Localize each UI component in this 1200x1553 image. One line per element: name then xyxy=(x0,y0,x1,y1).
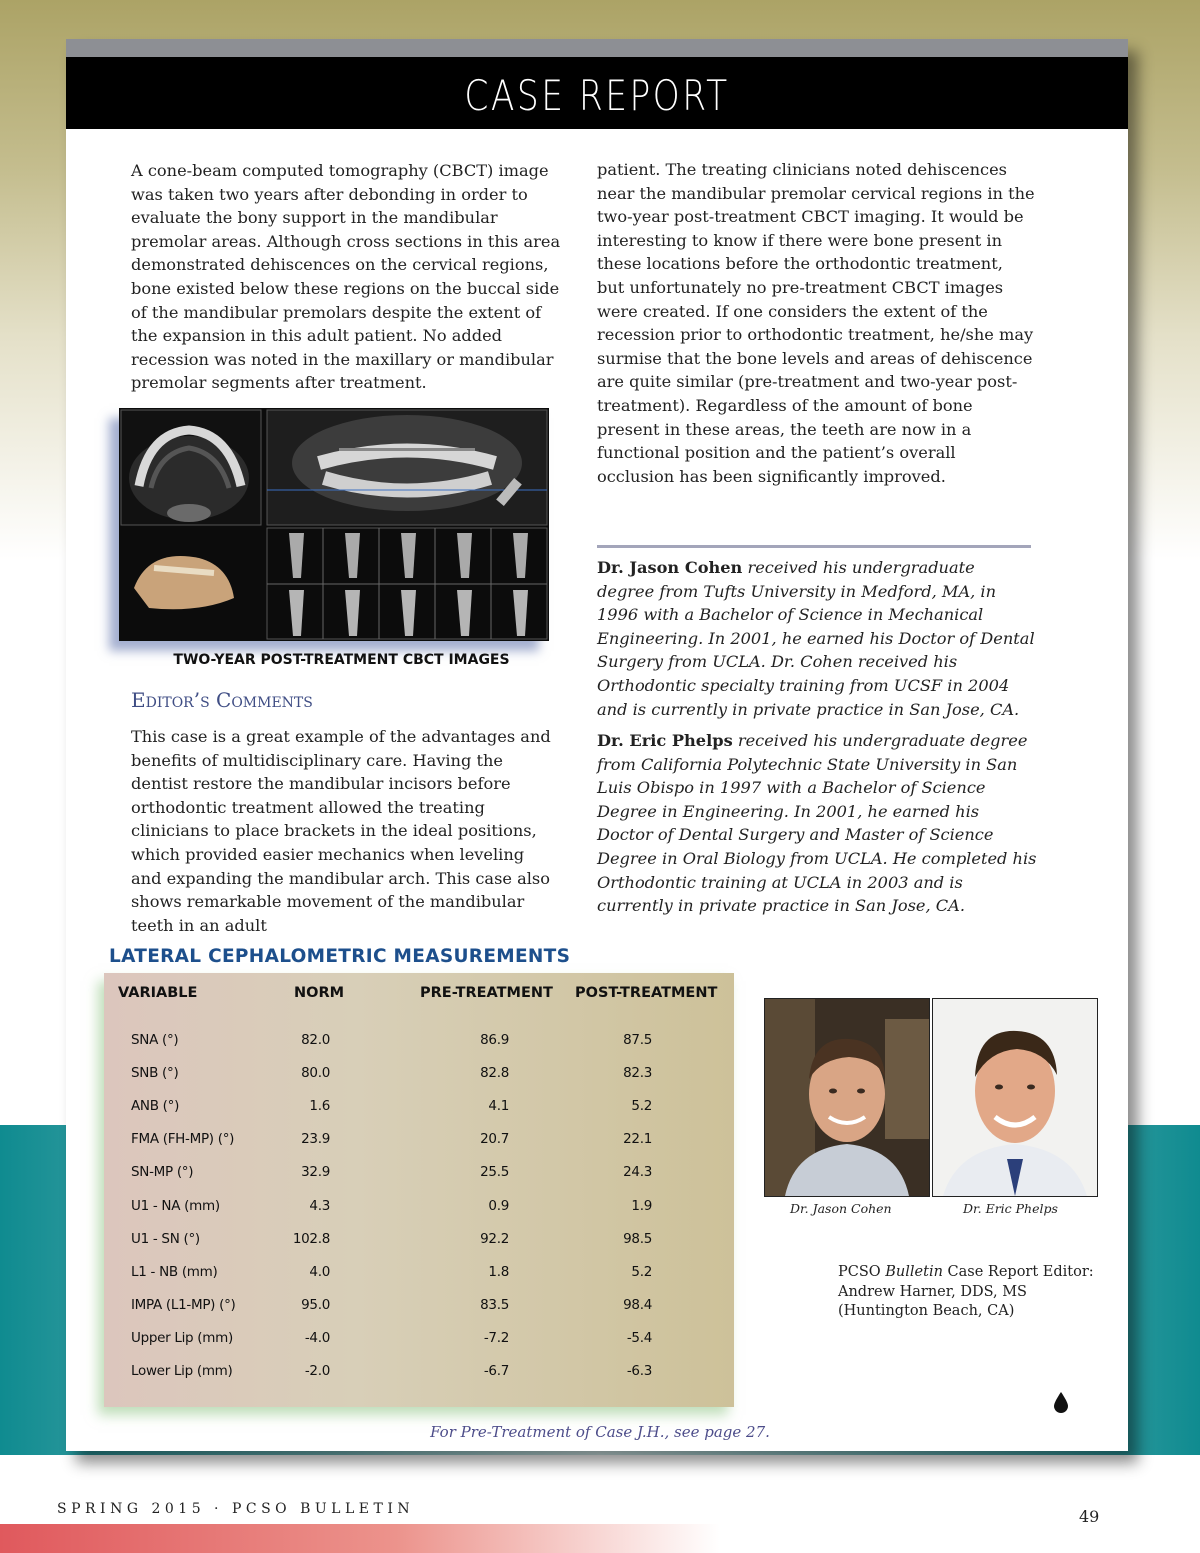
cell-post-treatment: 22.1 xyxy=(623,1131,652,1148)
cell-post-treatment: 87.5 xyxy=(623,1032,652,1048)
cell-variable: SN-MP (°) xyxy=(131,1164,194,1181)
photo-jason-cohen xyxy=(764,998,930,1197)
cell-norm: 4.0 xyxy=(309,1263,330,1280)
cell-norm: 82.0 xyxy=(301,1032,330,1048)
cell-norm: 1.6 xyxy=(309,1098,330,1115)
cell-variable: U1 - SN (°) xyxy=(131,1230,200,1247)
page-number: 49 xyxy=(1079,1507,1100,1526)
cell-norm: 102.8 xyxy=(292,1230,330,1247)
table-title: LATERAL CEPHALOMETRIC MEASUREMENTS xyxy=(109,946,571,967)
cell-post-treatment: 5.2 xyxy=(631,1098,652,1115)
cell-norm: 23.9 xyxy=(301,1131,330,1148)
header-bar xyxy=(66,57,1128,129)
cell-pre-treatment: 82.8 xyxy=(480,1065,509,1082)
column-header-post-treatment: POST-TREATMENT xyxy=(575,985,718,1001)
portrait-image xyxy=(933,999,1097,1196)
column-header-pre-treatment: PRE-TREATMENT xyxy=(420,985,553,1001)
section-divider xyxy=(597,545,1031,548)
page-card-top-bar xyxy=(66,39,1128,57)
cell-pre-treatment: -6.7 xyxy=(483,1363,509,1379)
cell-variable: ANB (°) xyxy=(131,1098,180,1115)
cell-norm: 4.3 xyxy=(309,1197,330,1214)
bio-text: received his undergraduate degree from Tufts University in Medford, MA, in 1996 with a Bachelor of Science in Mechanical Engineering. In 2001, he earned his Doctor of Dental Surgery from UCLA. Dr. Cohen received his Orthodontic specialty training from UCSF in 2004 and is currently in private practice in San Jose, CA. xyxy=(597,558,1035,719)
cbct-figure xyxy=(119,408,549,641)
cell-variable: IMPA (L1-MP) (°) xyxy=(131,1296,236,1313)
background-bottom-stripe xyxy=(0,1524,720,1553)
page-title: CASE REPORT xyxy=(464,71,730,120)
figure-caption: TWO-YEAR POST-TREATMENT CBCT IMAGES xyxy=(173,652,510,668)
cbct-image-composite xyxy=(119,408,549,641)
cell-variable: Upper Lip (mm) xyxy=(131,1329,233,1346)
photo-caption-phelps: Dr. Eric Phelps xyxy=(963,1201,1058,1216)
photo-caption-cohen: Dr. Jason Cohen xyxy=(790,1201,892,1216)
cell-post-treatment: 1.9 xyxy=(631,1197,652,1214)
cell-norm: 32.9 xyxy=(301,1164,330,1181)
cell-post-treatment: 98.4 xyxy=(623,1296,652,1313)
photo-eric-phelps xyxy=(932,998,1098,1197)
bio-name: Dr. Eric Phelps xyxy=(597,731,733,750)
cell-variable: U1 - NA (mm) xyxy=(131,1197,220,1214)
editor-credit-line1: PCSO Bulletin Case Report Editor: xyxy=(838,1264,1094,1280)
column-header-variable: VARIABLE xyxy=(118,985,198,1001)
editors-comments-paragraph: This case is a great example of the advantages and benefits of multidisciplinary care. Having the dentist restore the mandibular incisors before orthodontic treatment allowed the treating clinicians to place brackets in the ideal positions, which provided easier mechanics when leveling and expanding the mandibular arch. This case also shows remarkable movement of the mandibular teeth in an adult xyxy=(131,727,551,935)
bio-name: Dr. Jason Cohen xyxy=(597,558,743,577)
end-mark-drop-icon xyxy=(1053,1391,1069,1413)
cell-post-treatment: 24.3 xyxy=(623,1164,652,1181)
cell-norm: -4.0 xyxy=(304,1329,330,1346)
left-column-paragraph: A cone-beam computed tomography (CBCT) image was taken two years after debonding in order to evaluate the bony support in the mandibular premolar areas. Although cross sections in this area demonstrated dehiscences on the cervical regions, bone existed below these regions on the buccal side of the mandibular premolars despite the extent of the expansion in this adult patient. No added recession was noted in the maxillary or mandibular premolar segments after treatment. xyxy=(131,161,561,393)
cell-post-treatment: 98.5 xyxy=(623,1230,652,1247)
right-column-paragraph: patient. The treating clinicians noted dehiscences near the mandibular premolar cervical regions in the two-year post-treatment CBCT imaging. It would be interesting to know if there were bone present in these locations before the orthodontic treatment, but unfortunately no pre-treatment CBCT images were created. If one considers the extent of the recession prior to orthodontic treatment, he/she may surmise that the bone levels and areas of dehiscence are quite similar (pre-treatment and two-year post-treatment). Regardless of the amount of bone present in these areas, the teeth are now in a functional position and the patient’s overall occlusion has been significantly improved. xyxy=(597,160,1035,486)
cephalometric-table xyxy=(104,973,734,1407)
column-header-norm: NORM xyxy=(294,985,345,1001)
cell-post-treatment: 82.3 xyxy=(623,1065,652,1082)
cell-norm: 80.0 xyxy=(301,1065,330,1082)
case-report-editor-credit xyxy=(838,1263,1094,1322)
cell-norm: 95.0 xyxy=(301,1296,330,1313)
cell-pre-treatment: 92.2 xyxy=(480,1230,509,1247)
cell-variable: SNA (°) xyxy=(131,1032,179,1048)
cell-pre-treatment: 20.7 xyxy=(480,1131,509,1148)
cell-pre-treatment: 4.1 xyxy=(488,1098,509,1115)
bio-eric-phelps xyxy=(597,729,1037,918)
cell-post-treatment: 5.2 xyxy=(631,1263,652,1280)
cell-pre-treatment: 83.5 xyxy=(480,1296,509,1313)
cell-pre-treatment: 86.9 xyxy=(480,1032,509,1048)
cell-post-treatment: -6.3 xyxy=(626,1363,652,1379)
cell-post-treatment: -5.4 xyxy=(626,1329,652,1346)
see-page-note: For Pre-Treatment of Case J.H., see page 27. xyxy=(430,1423,770,1441)
cell-variable: FMA (FH-MP) (°) xyxy=(131,1131,235,1148)
cell-variable: SNB (°) xyxy=(131,1065,179,1082)
cell-norm: -2.0 xyxy=(304,1363,330,1379)
cell-pre-treatment: 0.9 xyxy=(488,1197,509,1214)
editors-comments-heading: Editor’s Comments xyxy=(131,688,313,712)
cell-variable: Lower Lip (mm) xyxy=(131,1363,233,1379)
footer-issue-label: SPRING 2015 · PCSO BULLETIN xyxy=(57,1501,415,1517)
editor-name: Andrew Harner, DDS, MS xyxy=(838,1283,1027,1300)
cell-pre-treatment: 1.8 xyxy=(488,1263,509,1280)
editor-location: (Huntington Beach, CA) xyxy=(838,1303,1015,1319)
cell-pre-treatment: -7.2 xyxy=(483,1329,509,1346)
cell-variable: L1 - NB (mm) xyxy=(131,1263,218,1280)
bio-text: received his undergraduate degree from California Polytechnic State University in San Luis Obispo in 1997 with a Bachelor of Science Degree in Engineering. In 2001, he earned his Doctor of Dental Surgery and Master of Science Degree in Oral Biology from UCLA. He completed his Orthodontic training at UCLA in 2003 and is currently in private practice in San Jose, CA. xyxy=(597,731,1037,916)
bio-jason-cohen xyxy=(597,556,1037,721)
portrait-image xyxy=(765,999,929,1196)
cell-pre-treatment: 25.5 xyxy=(480,1164,509,1181)
